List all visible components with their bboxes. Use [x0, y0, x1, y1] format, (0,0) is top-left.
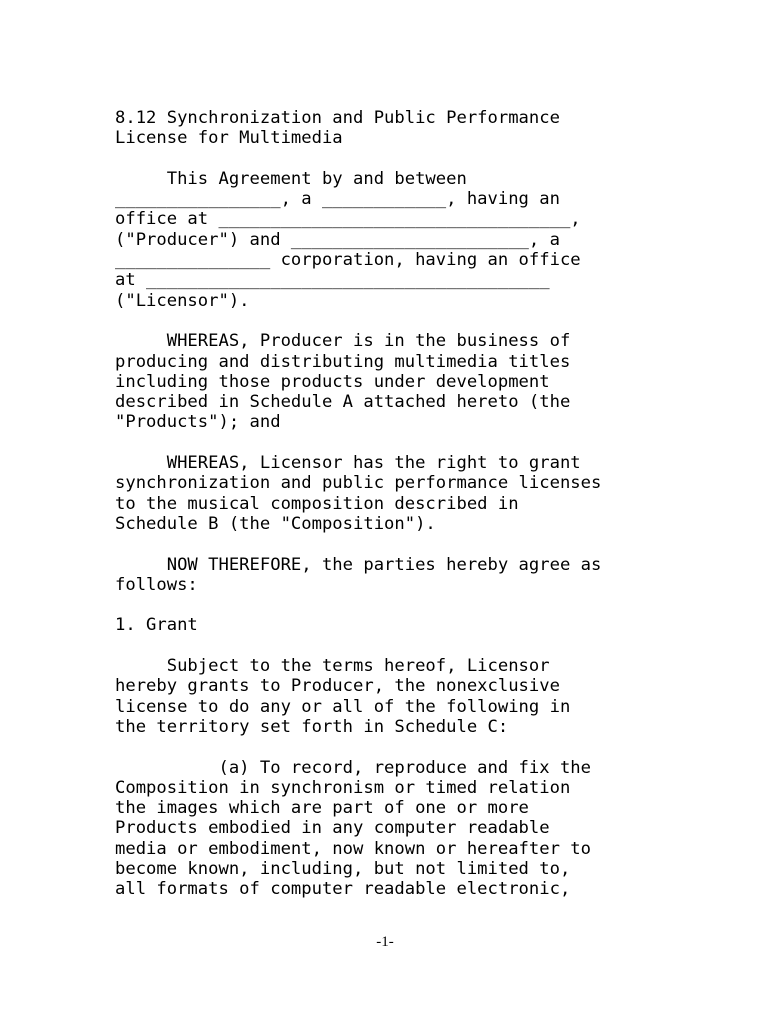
text-line: _______________ corporation, having an office: [115, 250, 581, 271]
text-line: media or embodiment, now known or hereafter to: [115, 838, 591, 859]
text-line: synchronization and public performance licenses: [115, 473, 602, 494]
text-line: the territory set forth in Schedule C:: [115, 716, 509, 737]
text-line: hereby grants to Producer, the nonexclusive: [115, 676, 560, 697]
text-line: (a) To record, reproduce and fix the: [115, 757, 591, 778]
text-line: ("Licensor").: [115, 290, 250, 311]
text-line: Products embodied in any computer readable: [115, 818, 550, 839]
text-line: producing and distributing multimedia titles: [115, 351, 571, 372]
text-line: License for Multimedia: [115, 128, 343, 149]
text-line: Schedule B (the "Composition").: [115, 513, 436, 534]
text-line: including those products under development: [115, 371, 550, 392]
text-line: ("Producer") and _______________________, a: [115, 229, 560, 250]
text-line: at _______________________________________: [115, 270, 550, 291]
blank-line: [115, 433, 715, 453]
text-line: the images which are part of one or more: [115, 798, 529, 819]
document-body: [115, 108, 715, 900]
text-line: This Agreement by and between: [115, 168, 467, 189]
text-line: described in Schedule A attached hereto (the: [115, 392, 571, 413]
text-line: 1. Grant: [115, 615, 198, 636]
blank-line: [115, 311, 715, 331]
text-line: WHEREAS, Producer is in the business of: [115, 331, 571, 352]
text-line: Subject to the terms hereof, Licensor: [115, 656, 550, 677]
text-line: all formats of computer readable electronic,: [115, 879, 571, 900]
text-line: 8.12 Synchronization and Public Performance: [115, 108, 560, 128]
text-line: "Products"); and: [115, 412, 281, 433]
text-line: license to do any or all of the following in: [115, 696, 571, 717]
blank-line: [115, 737, 715, 757]
text-line: NOW THEREFORE, the parties hereby agree as: [115, 554, 602, 575]
blank-line: [115, 149, 715, 169]
page-number: -1-: [376, 934, 394, 950]
blank-line: [115, 595, 715, 615]
blank-line: [115, 636, 715, 656]
text-line: to the musical composition described in: [115, 493, 519, 514]
text-line: ________________, a ____________, having an: [115, 189, 560, 210]
text-line: follows:: [115, 574, 198, 595]
text-line: become known, including, but not limited to,: [115, 858, 571, 879]
text-line: Composition in synchronism or timed relation: [115, 777, 571, 798]
text-line: office at __________________________________,: [115, 209, 581, 230]
blank-line: [115, 534, 715, 554]
text-line: WHEREAS, Licensor has the right to grant: [115, 453, 581, 474]
